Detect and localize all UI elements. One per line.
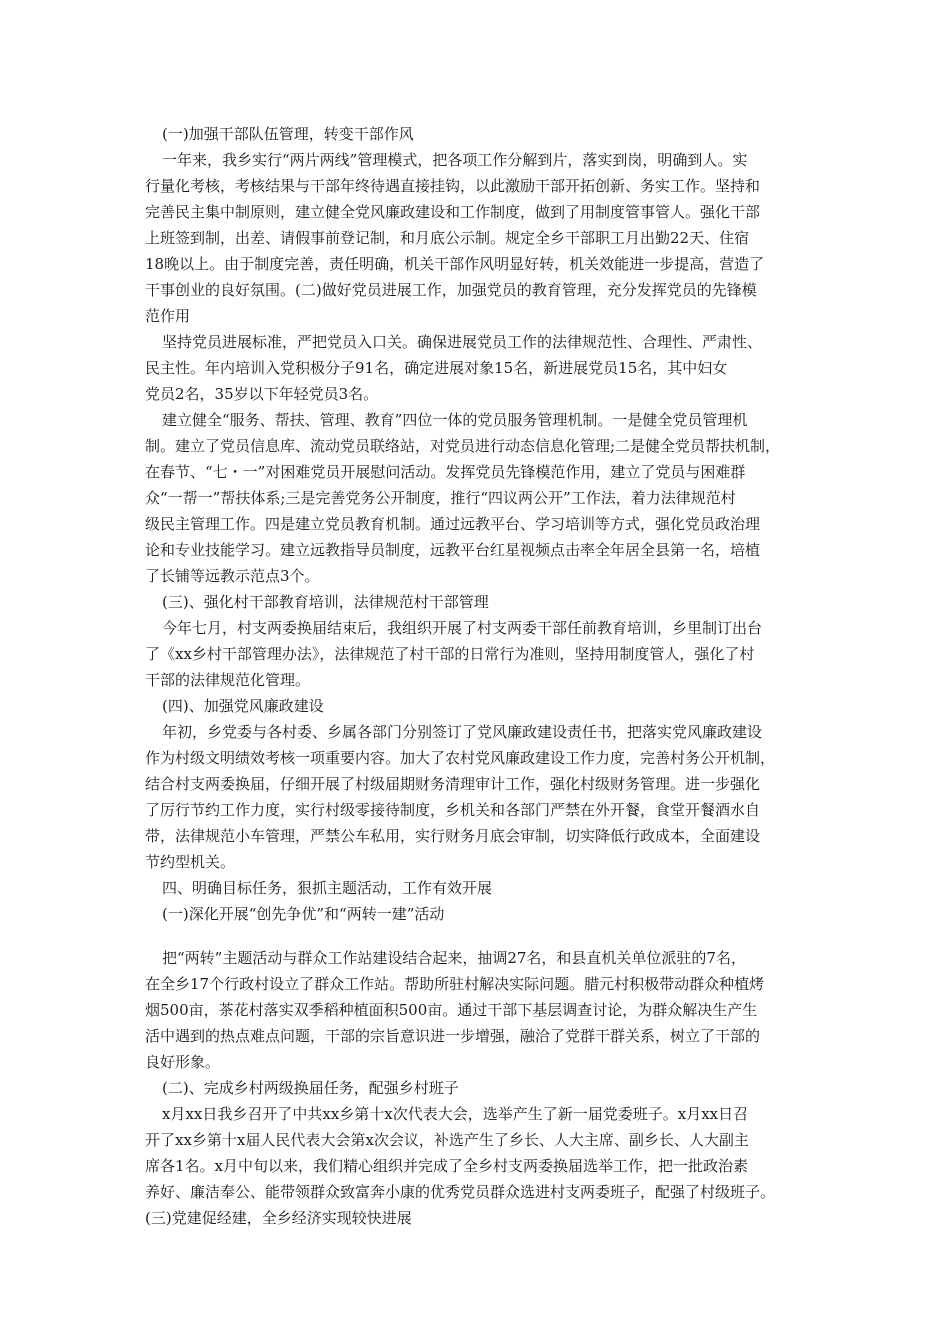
text-line: 坚持党员进展标准，严把党员入口关。确保进展党员工作的法律规范性、合理性、严肃性、 <box>162 333 763 351</box>
text-line: 席各1名。x月中旬以来，我们精心组织并完成了全乡村支两委换届选举工作，把一批政治素 <box>145 1157 749 1175</box>
text-line: 在全乡17个行政村设立了群众工作站。帮助所驻村解决实际问题。腊元村积极带动群众种植烤 <box>145 975 765 993</box>
text-line: 行量化考核，考核结果与干部年终待遇直接挂钩，以此激励干部开拓创新、务实工作。坚持和 <box>145 177 761 195</box>
text-line: 在春节、“七・一”对困难党员开展慰问活动。发挥党员先锋模范作用，建立了党员与困难群 <box>145 463 746 481</box>
text-line: (四)、加强党风廉政建设 <box>162 697 324 715</box>
text-line: 论和专业技能学习。建立远教指导员制度，远教平台红星视频点击率全年居全县第一名，培植 <box>145 541 761 559</box>
text-line: 建立健全“服务、帮扶、管理、教育”四位一体的党员服务管理机制。一是健全党员管理机 <box>162 411 748 429</box>
text-line: 一年来，我乡实行“两片两线”管理模式，把各项工作分解到片，落实到岗，明确到人。实 <box>162 151 748 169</box>
text-line: 级民主管理工作。四是建立党员教育机制。通过远教平台、学习培训等方式，强化党员政治理 <box>145 515 761 533</box>
text-line: 作为村级文明绩效考核一项重要内容。加大了农村党风廉政建设工作力度，完善村务公开机制， <box>145 749 776 767</box>
text-line: 干部的法律规范化管理。 <box>145 671 311 689</box>
text-line: (三)、强化村干部教育培训，法律规范村干部管理 <box>162 593 489 611</box>
text-line: (三)党建促经建，全乡经济实现较快进展 <box>145 1209 412 1227</box>
text-line: 节约型机关。 <box>145 853 236 871</box>
text-line: (一)深化开展“创先争优”和“两转一建”活动 <box>162 905 445 923</box>
text-line: 开了xx乡第十x届人民代表大会第x次会议，补选产生了乡长、人大主席、副乡长、人大副主 <box>145 1131 749 1149</box>
text-line: 烟500亩，茶花村落实双季稻种植面积500亩。通过干部下基层调查讨论，为群众解决生产生 <box>145 1001 758 1019</box>
text-line: 制。建立了党员信息库、流动党员联络站，对党员进行动态信息化管理;二是健全党员帮扶机制， <box>145 437 781 455</box>
text-line: 民主性。年内培训入党积极分子91名，确定进展对象15名，新进展党员15名，其中妇女 <box>145 359 728 377</box>
text-line: 了《xx乡村干部管理办法》，法律规范了村干部的日常行为准则，坚持用制度管人，强化了村 <box>145 645 755 663</box>
text-line: x月xx日我乡召开了中共xx乡第十x次代表大会，选举产生了新一届党委班子。x月xx日召 <box>162 1105 749 1123</box>
text-line: 完善民主集中制原则，建立健全党风廉政建设和工作制度，做到了用制度管事管人。强化干部 <box>145 203 761 221</box>
text-line: 活中遇到的热点难点问题，干部的宗旨意识进一步增强，融洽了党群干群关系，树立了干部的 <box>145 1027 761 1045</box>
text-line: 年初，乡党委与各村委、乡属各部门分别签订了党风廉政建设责任书，把落实党风廉政建设 <box>162 723 763 741</box>
text-line: 上班签到制，出差、请假事前登记制，和月底公示制。规定全乡干部职工月出勤22天、住宿 <box>145 229 750 247</box>
text-line: 众“一帮一”帮扶体系;三是完善党务公开制度，推行“四议两公开”工作法，着力法律规范村 <box>145 489 736 507</box>
text-line: 了长铺等远教示范点3个。 <box>145 567 320 585</box>
text-line: 干事创业的良好氛围。(二)做好党员进展工作，加强党员的教育管理，充分发挥党员的先锋模 <box>145 281 757 299</box>
text-line: 18晚以上。由于制度完善，责任明确，机关干部作风明显好转，机关效能进一步提高，营造了 <box>145 255 765 273</box>
text-line: (二)、完成乡村两级换届任务，配强乡村班子 <box>162 1079 459 1097</box>
text-line: 把“两转”主题活动与群众工作站建设结合起来，抽调27名，和县直机关单位派驻的7名， <box>162 949 746 967</box>
text-line: 范作用 <box>145 307 191 325</box>
text-line: 带，法律规范小车管理，严禁公车私用，实行财务月底会审制，切实降低行政成本，全面建设 <box>145 827 761 845</box>
text-line: 结合村支两委换届，仔细开展了村级届期财务清理审计工作，强化村级财务管理。进一步强化 <box>145 775 761 793</box>
text-line: 四、明确目标任务，狠抓主题活动，工作有效开展 <box>162 879 493 897</box>
text-line: 今年七月，村支两委换届结束后，我组织开展了村支两委干部任前教育培训，乡里制订出台 <box>162 619 763 637</box>
text-line: 养好、廉洁奉公、能带领群众致富奔小康的优秀党员群众选进村支两委班子，配强了村级班子。 <box>145 1183 776 1201</box>
text-line: 了厉行节约工作力度，实行村级零接待制度，乡机关和各部门严禁在外开餐，食堂开餐酒水自 <box>145 801 761 819</box>
text-line: 良好形象。 <box>145 1053 221 1071</box>
text-line: (一)加强干部队伍管理，转变干部作风 <box>162 125 414 143</box>
text-line: 党员2名，35岁以下年轻党员3名。 <box>145 385 379 403</box>
